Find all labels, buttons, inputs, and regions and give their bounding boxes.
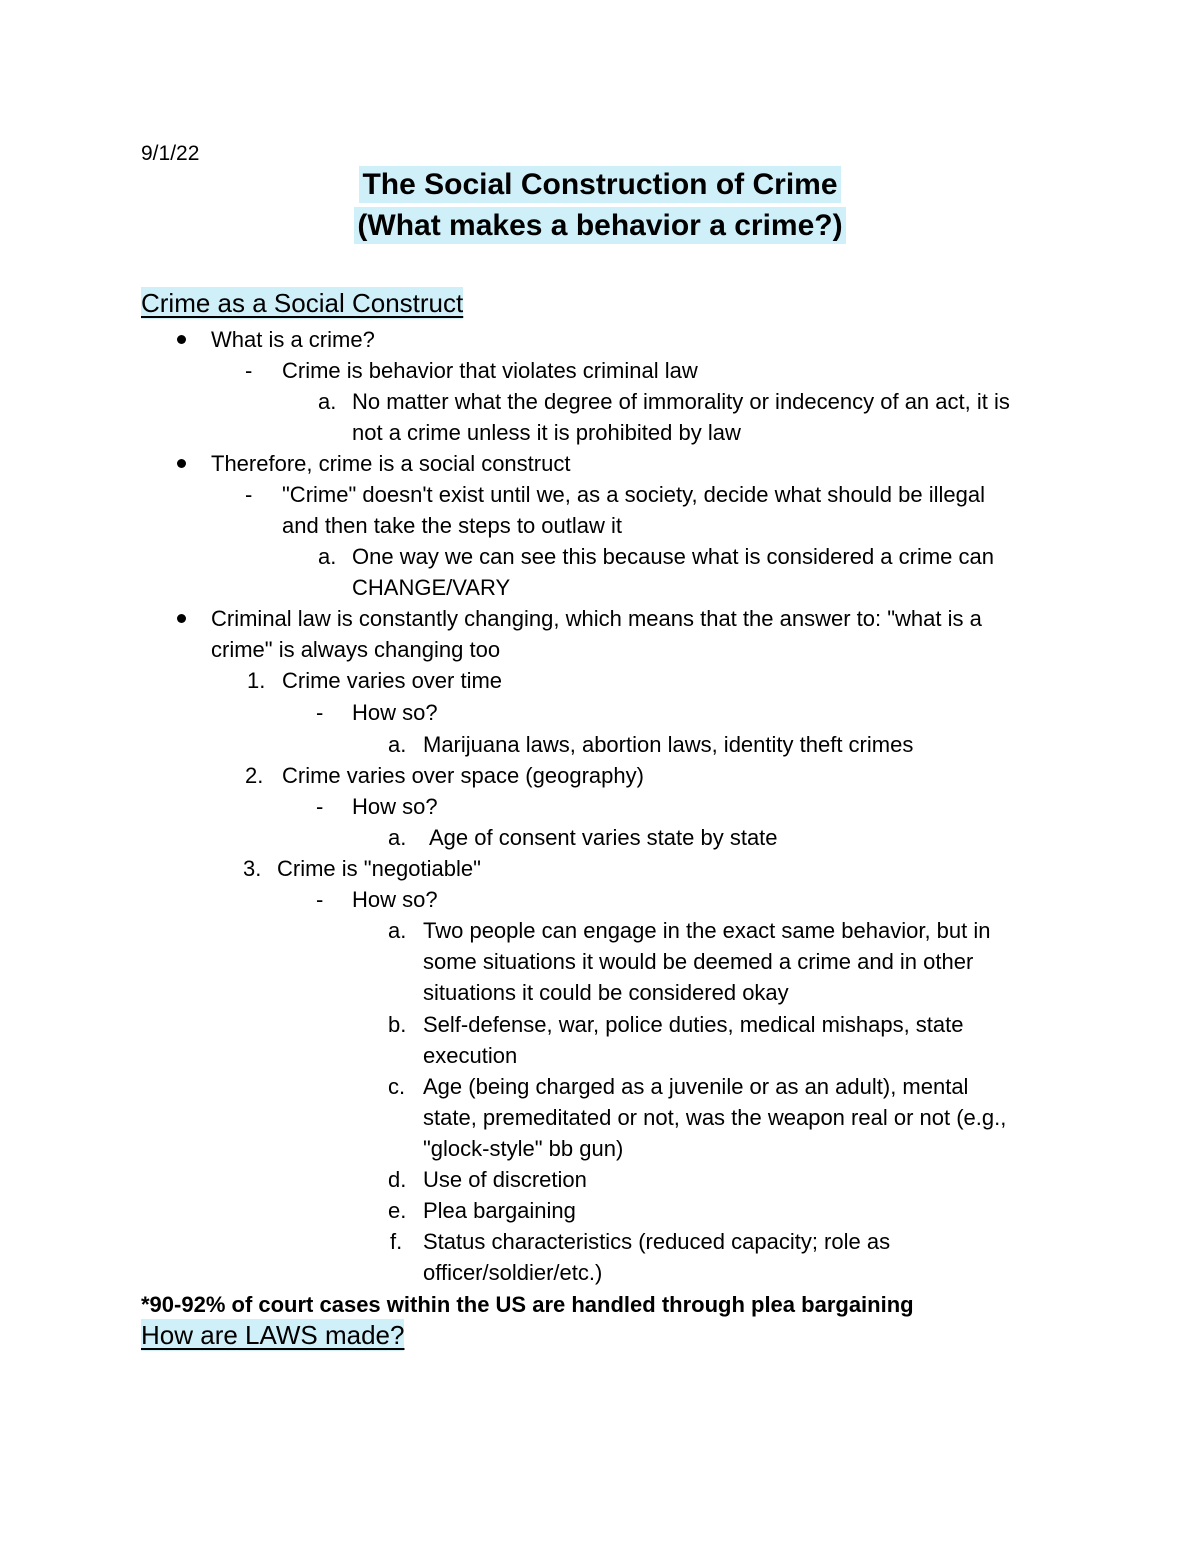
list-item-continuation: crime" is always changing too xyxy=(211,637,501,662)
dash-marker: - xyxy=(316,887,324,912)
list-item-continuation: state, premeditated or not, was the weapon real or not (e.g., xyxy=(423,1105,1007,1130)
list-item: How so? xyxy=(352,887,438,912)
number-marker: 3. xyxy=(243,856,262,881)
list-item: Two people can engage in the exact same behavior, but in xyxy=(423,918,991,943)
list-item-continuation: not a crime unless it is prohibited by law xyxy=(352,420,741,445)
section-heading-text: Crime as a Social Construct xyxy=(141,288,464,318)
list-item: Marijuana laws, abortion laws, identity theft crimes xyxy=(423,732,914,757)
list-item: Plea bargaining xyxy=(423,1198,576,1223)
title-line-2: (What makes a behavior a crime?) xyxy=(354,207,845,244)
bullet-icon xyxy=(177,614,186,623)
letter-marker: a. xyxy=(318,544,337,569)
list-item-continuation: execution xyxy=(423,1043,518,1068)
list-item: Age (being charged as a juvenile or as an adult), mental xyxy=(423,1074,969,1099)
dash-marker: - xyxy=(316,700,324,725)
list-item-continuation: CHANGE/VARY xyxy=(352,575,511,600)
title-line-1: The Social Construction of Crime xyxy=(359,166,840,203)
list-item: Crime varies over time xyxy=(282,668,503,693)
list-item: Crime is "negotiable" xyxy=(277,856,481,881)
number-marker: 1. xyxy=(247,668,266,693)
document-subtitle xyxy=(0,209,1200,243)
plea-bargaining-note: *90-92% of court cases within the US are handled through plea bargaining xyxy=(141,1292,914,1317)
list-item: "Crime" doesn't exist until we, as a society, decide what should be illegal xyxy=(282,482,985,507)
list-item-continuation: situations it could be considered okay xyxy=(423,980,789,1005)
list-item: One way we can see this because what is considered a crime can xyxy=(352,544,994,569)
letter-marker: e. xyxy=(388,1198,407,1223)
list-item: Crime is behavior that violates criminal law xyxy=(282,358,698,383)
letter-marker: a. xyxy=(388,918,407,943)
list-item: How so? xyxy=(352,700,438,725)
list-item: Use of discretion xyxy=(423,1167,587,1192)
number-marker: 2. xyxy=(245,763,264,788)
list-item-continuation: officer/soldier/etc.) xyxy=(423,1260,603,1285)
list-item: Status characteristics (reduced capacity; role as xyxy=(423,1229,891,1254)
bullet-icon xyxy=(177,335,186,344)
dash-marker: - xyxy=(245,482,253,507)
list-item: Crime varies over space (geography) xyxy=(282,763,644,788)
document-date: 9/1/22 xyxy=(141,142,200,165)
list-item: No matter what the degree of immorality or indecency of an act, it is xyxy=(352,389,1010,414)
dash-marker: - xyxy=(316,794,324,819)
dash-marker: - xyxy=(245,358,253,383)
letter-marker: b. xyxy=(388,1012,407,1037)
list-item: Self-defense, war, police duties, medical mishaps, state xyxy=(423,1012,964,1037)
document-title xyxy=(0,168,1200,202)
list-item-continuation: and then take the steps to outlaw it xyxy=(282,513,623,538)
letter-marker: c. xyxy=(388,1074,406,1099)
list-item: How so? xyxy=(352,794,438,819)
letter-marker: f. xyxy=(390,1229,403,1254)
letter-marker: d. xyxy=(388,1167,407,1192)
letter-marker: a. xyxy=(318,389,337,414)
section-heading-text: How are LAWS made? xyxy=(141,1320,405,1350)
section-heading-social-construct xyxy=(141,288,463,319)
section-heading-laws xyxy=(141,1320,404,1351)
list-item: Therefore, crime is a social construct xyxy=(211,451,571,476)
list-item: What is a crime? xyxy=(211,327,375,352)
list-item-continuation: "glock-style" bb gun) xyxy=(423,1136,624,1161)
letter-marker: a. xyxy=(388,732,407,757)
list-item: Criminal law is constantly changing, which means that the answer to: "what is a xyxy=(211,606,982,631)
letter-marker: a. xyxy=(388,825,407,850)
list-item-continuation: some situations it would be deemed a crime and in other xyxy=(423,949,974,974)
bullet-icon xyxy=(177,459,186,468)
list-item: Age of consent varies state by state xyxy=(429,825,778,850)
